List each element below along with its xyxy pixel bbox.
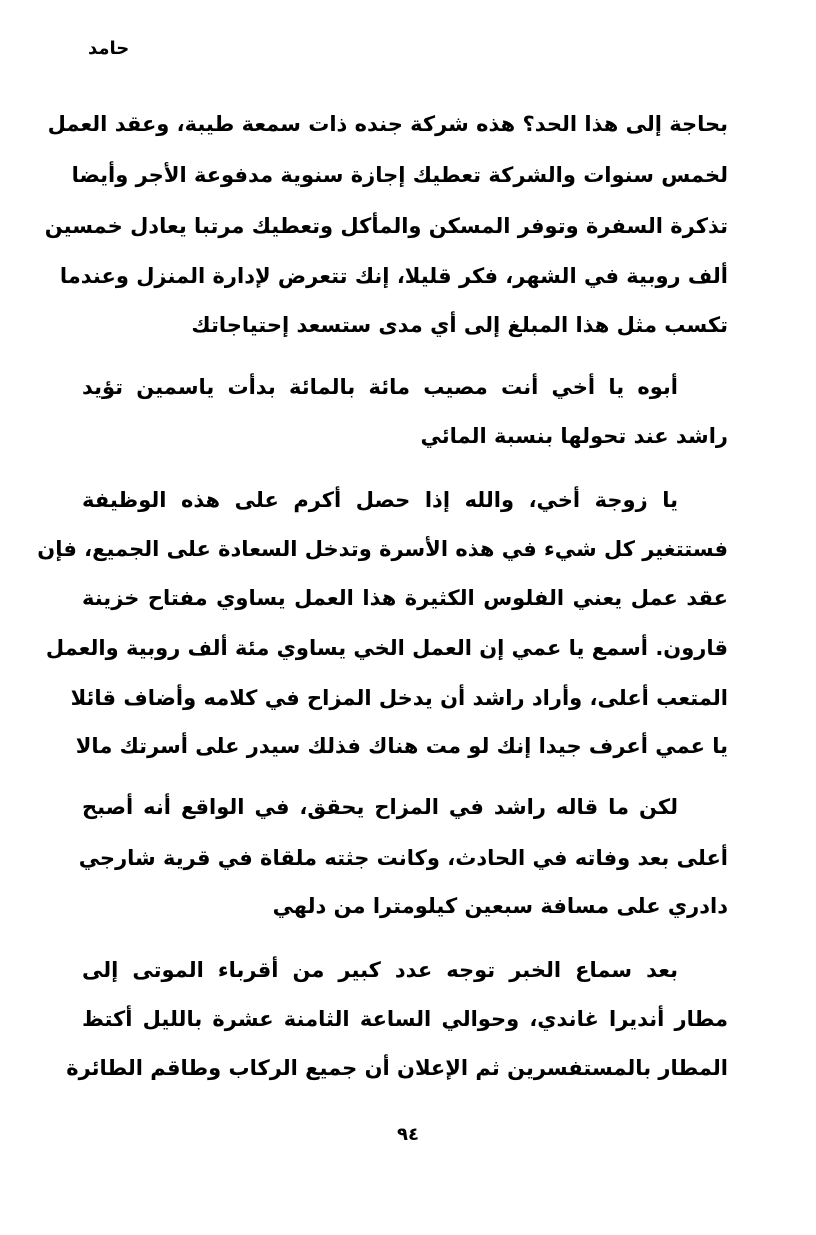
text-line: بعد سماع الخبر توجه عدد كبير من أقرباء الموتى إلى (82, 958, 678, 982)
text-line: لكن ما قاله راشد في المزاح يحقق، في الواقع أنه أصبح (82, 795, 678, 819)
text-line: أعلى بعد وفاته في الحادث، وكانت جثته ملقاة في قرية شارجي (78, 846, 728, 870)
text-line: تكسب مثل هذا المبلغ إلى أي مدى ستسعد إحتياجاتك (191, 313, 728, 337)
text-line: المطار بالمستفسرين ثم الإعلان أن جميع الركاب وطاقم الطائرة (66, 1056, 728, 1080)
text-line: أبوه يا أخي أنت مصيب مائة بالمائة بدأت ياسمين تؤيد (82, 375, 678, 399)
text-line: يا عمي أعرف جيدا إنك لو مت هناك فذلك سيدر على أسرتك مالا (75, 734, 728, 758)
text-line: مطار أنديرا غاندي، وحوالي الساعة الثامنة عشرة بالليل أكتظ (82, 1007, 728, 1031)
text-line: عقد عمل يعني الفلوس الكثيرة هذا العمل يساوي مفتاح خزينة (82, 586, 728, 610)
text-line: تذكرة السفرة وتوفر المسكن والمأكل وتعطيك مرتبا يعادل خمسين (44, 214, 728, 238)
text-line: دادري على مسافة سبعين كيلومترا من دلهي (272, 894, 728, 918)
text-line: فستتغير كل شيء في هذه الأسرة وتدخل السعادة على الجميع، فإن (37, 537, 728, 561)
text-line: قارون. أسمع يا عمي إن العمل الخي يساوي مئة ألف روبية والعمل (45, 636, 728, 660)
text-line: ألف روبية في الشهر، فكر قليلا، إنك تتعرض لإدارة المنزل وعندما (59, 264, 728, 288)
text-line: المتعب أعلى، وأراد راشد أن يدخل المزاح في كلامه وأضاف قائلا (70, 686, 728, 710)
text-line: يا زوجة أخي، والله إذا حصل أكرم على هذه الوظيفة (82, 488, 678, 512)
text-line: بحاجة إلى هذا الحد؟ هذه شركة جنده ذات سمعة طيبة، وعقد العمل (47, 112, 728, 136)
text-line: لخمس سنوات والشركة تعطيك إجازة سنوية مدفوعة الأجر وأيضا (71, 163, 728, 187)
text-line: راشد عند تحولها بنسبة المائي (420, 424, 728, 448)
running-header: حامد (88, 38, 130, 59)
page-number: ٩٤ (397, 1124, 419, 1145)
